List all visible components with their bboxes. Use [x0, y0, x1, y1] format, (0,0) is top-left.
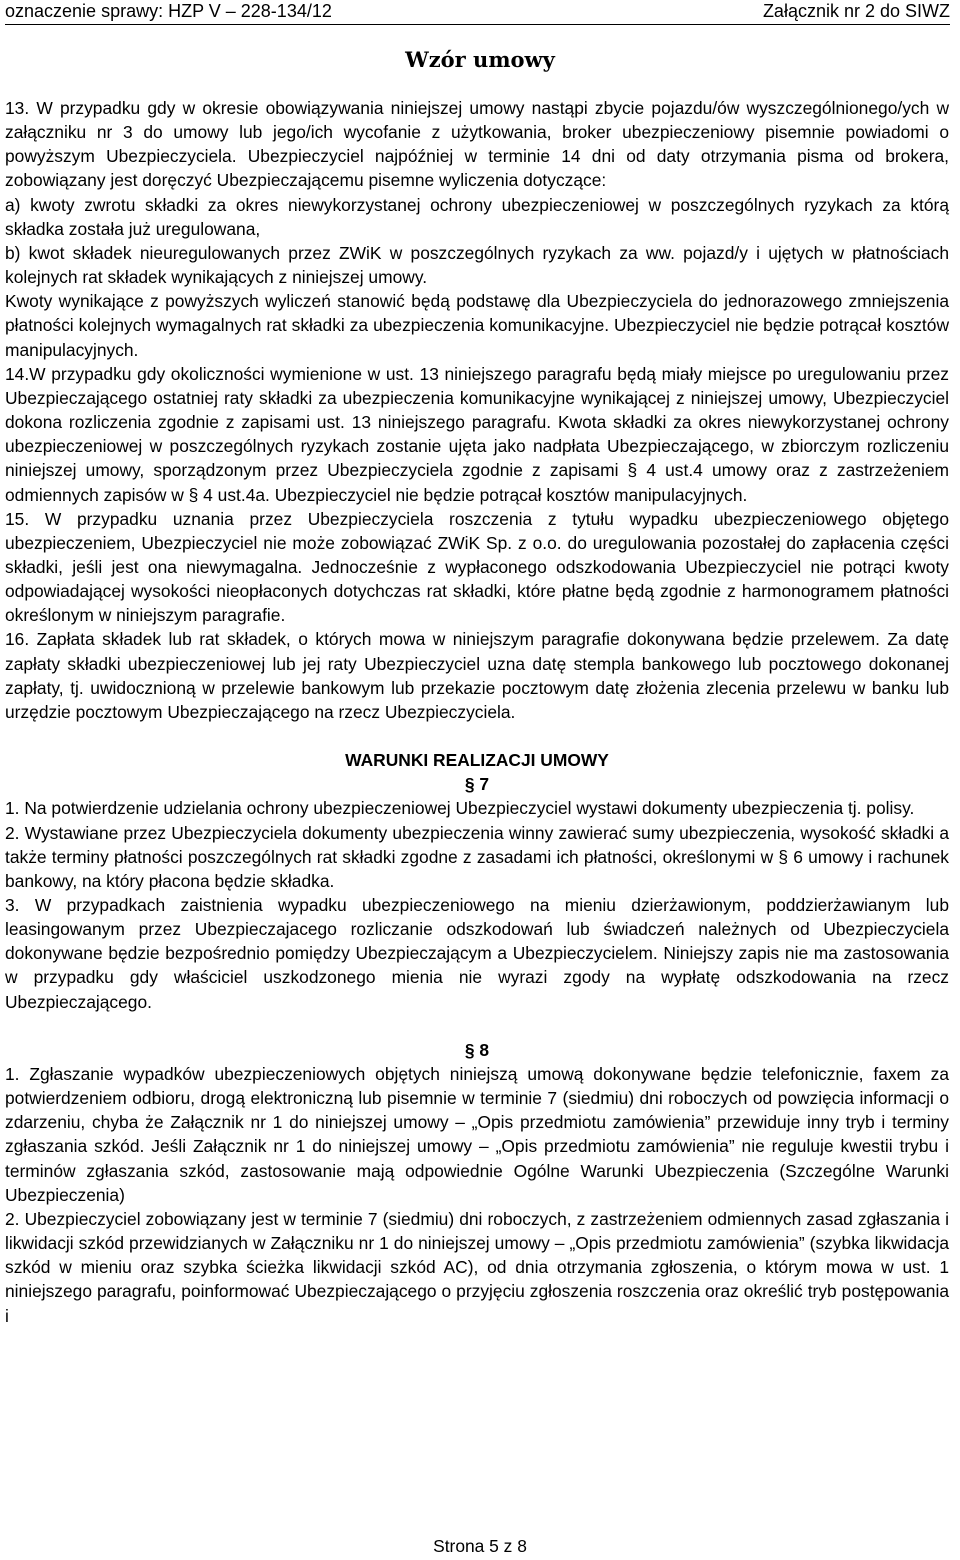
- section-8-item-1: 1. Zgłaszanie wypadków ubezpieczeniowych objętych niniejszą umową dokonywane będzie telefonicznie, faxem za potwierdzeniem odbioru, drogą elektroniczną lub pisemnie w terminie 7 (siedmiu) dni roboczych od powzięcia informacji o zdarzeniu, chyba że Załącznik nr 1 do niniejszej umowy – „Opis przedmiotu zamówienia” przewiduje inny tryb i terminy zgłaszania szkód. Jeśli Załącznik nr 1 do niniejszej umowy – „Opis przedmiotu zamówienia” nie reguluje kwestii trybu i terminów zgłaszania szkód, zastosowanie mają odpowiednie Ogólne Warunki Ubezpieczenia (Szczególne Warunki Ubezpieczenia): [5, 1063, 949, 1205]
- section-7-item-3: 3. W przypadkach zaistnienia wypadku ubezpieczeniowego na mieniu dzierżawionym, poddzierżawianym lub leasingowanym przez Ubezpieczajacego rozliczanie odszkodowań lub świadczeń należnych od Ubezpieczyciela dokonywane będzie bezpośrednio pomiędzy Ubezpieczającym a Ubezpieczycielem. Niniejszy zapis nie ma zastosowania w przypadku gdy właściciel uszkodzonego mienia nie wyrazi zgody na wypłatę odszkodowania na rzecz Ubezpieczającego.: [5, 895, 949, 1012]
- page-number: Strona 5 z 8: [433, 1536, 527, 1556]
- paragraph-13: 13. W przypadku gdy w okresie obowiązywania niniejszej umowy nastąpi zbycie pojazdu/ów wyszczególnionego/ych w załączniku nr 3 do umowy lub jego/ich wycofanie z użytkowania, broker ubezpieczeniowy pisemnie powiadomi o powyższym Ubezpieczyciela. Ubezpieczyciel najpóźniej w terminie 14 dni od daty otrzymania pisma od brokera, zobowiązany jest doręczyć Ubezpieczającemu pisemne wyliczenia dotyczące:: [5, 98, 949, 191]
- page-title: Wzór umowy: [405, 47, 555, 72]
- paragraph-16: 16. Zapłata składek lub rat składek, o których mowa w niniejszym paragrafie dokonywana będzie przelewem. Za datę zapłaty składki ubezpieczeniowej lub jej raty Ubezpieczyciel uzna datę stempla bankowego lub pocztowego dokonanej zapłaty, tj. uwidocznioną w przelewie bankowym lub przekazie pocztowym datę złożenia zlecenia przelewu w banku lub urzędzie pocztowym Ubezpieczającego na rzecz Ubezpieczyciela.: [5, 629, 949, 722]
- paragraph-sign-8: § 8: [464, 1039, 490, 1060]
- section-8-item-2: 2. Ubezpieczyciel zobowiązany jest w terminie 7 (siedmiu) dni roboczych, z zastrzeżeniem odmiennych zasad zgłaszania i likwidacji szkód przewidzianych w Załączniku nr 1 do niniejszej umowy – „Opis przedmiotu zamówienia” (szybka likwidacja szkód w mieniu oraz szybka ścieżka likwidacji szkód AC), od dnia otrzymania zgłoszenia, o którym mowa w ust. 1 niniejszego paragrafu, poinformować Ubezpieczającego o przyjęciu zgłoszenia roszczenia oraz określić tryb postępowania i: [5, 1208, 949, 1326]
- paragraph-15: 15. W przypadku uznania przez Ubezpieczyciela roszczenia z tytułu wypadku ubezpieczeniowego objętego ubezpieczeniem, Ubezpieczyciel nie może zobowiązać ZWiK Sp. z o.o. do uregulowania pozostałej do zapłacenia części składki, jeśli jest ona niewymagalna. Jednocześnie z wypłaconego odszkodowania Ubezpieczyciel nie potrąci kwoty odpowiadającej wysokości nieopłaconych dotychczas rat składki, które płatne będą zgodnie z harmonogramem płatności określonym w niniejszym paragrafie.: [5, 508, 949, 626]
- section-heading: WARUNKI REALIZACJI UMOWY: [345, 750, 609, 771]
- attachment-label: Załącznik nr 2 do SIWZ: [762, 1, 950, 21]
- paragraph-sign-7: § 7: [464, 774, 490, 795]
- case-number: oznaczenie sprawy: HZP V – 228-134/12: [5, 1, 332, 21]
- paragraph-14: 14.W przypadku gdy okoliczności wymienione w ust. 13 niniejszego paragrafu będą miały miejsce po uregulowaniu przez Ubezpieczającego ostatniej raty składki za ubezpieczenia komunikacyjne wynikającej z niniejszej umowy, Ubezpieczyciel dokona rozliczenia zgodnie z zapisami ust. 13 niniejszego paragrafu. Kwota składki za okres niewykorzystanej ochrony ubezpieczeniowej w poszczególnych ryzykach zostanie ujęta jako nadpłata Ubezpieczającego, w zbiorczym rozliczeniu niniejszej umowy, sporządzonym przez Ubezpieczyciela zgodnie z zapisami § 4 ust.4 umowy oraz z zastrzeżeniem odmiennych zapisów w § 4 ust.4a. Ubezpieczyciel nie będzie potrącał kosztów manipulacyjnych.: [5, 363, 949, 505]
- section-7-item-2: 2. Wystawiane przez Ubezpieczyciela dokumenty ubezpieczenia winny zawierać sumy ubezpieczenia, wysokość składki a także terminy płatności poszczególnych rat składki zgodne z zasadami ich płatności, określonymi w § 6 umowy i rachunek bankowy, na który płacona będzie składka.: [5, 822, 949, 891]
- paragraph-13-item-a: a) kwoty zwrotu składki za okres niewykorzystanej ochrony ubezpieczeniowej w poszczególnych ryzykach za którą składka została już uregulowana,: [5, 194, 949, 239]
- section-7-item-1: 1. Na potwierdzenie udzielania ochrony ubezpieczeniowej Ubezpieczyciel wystawi dokumenty ubezpieczenia tj. polisy.: [5, 798, 915, 819]
- paragraph-13-item-b: b) kwot składek nieuregulowanych przez ZWiK w poszczególnych ryzykach za ww. pojazd/y i ujętych w płatnościach kolejnych rat składek wynikających z niniejszej umowy.: [5, 242, 949, 288]
- paragraph-13-conclusion: Kwoty wynikające z powyższych wyliczeń stanowić będą podstawę dla Ubezpieczyciela do jednorazowego zmniejszenia płatności kolejnych wymagalnych rat składki za ubezpieczenia komunikacyjne. Ubezpieczyciel nie będzie potrącał kosztów manipulacyjnych.: [5, 291, 949, 360]
- page-header: [5, 0, 950, 25]
- document-body: [5, 96, 949, 1328]
- spacer: [5, 1014, 949, 1038]
